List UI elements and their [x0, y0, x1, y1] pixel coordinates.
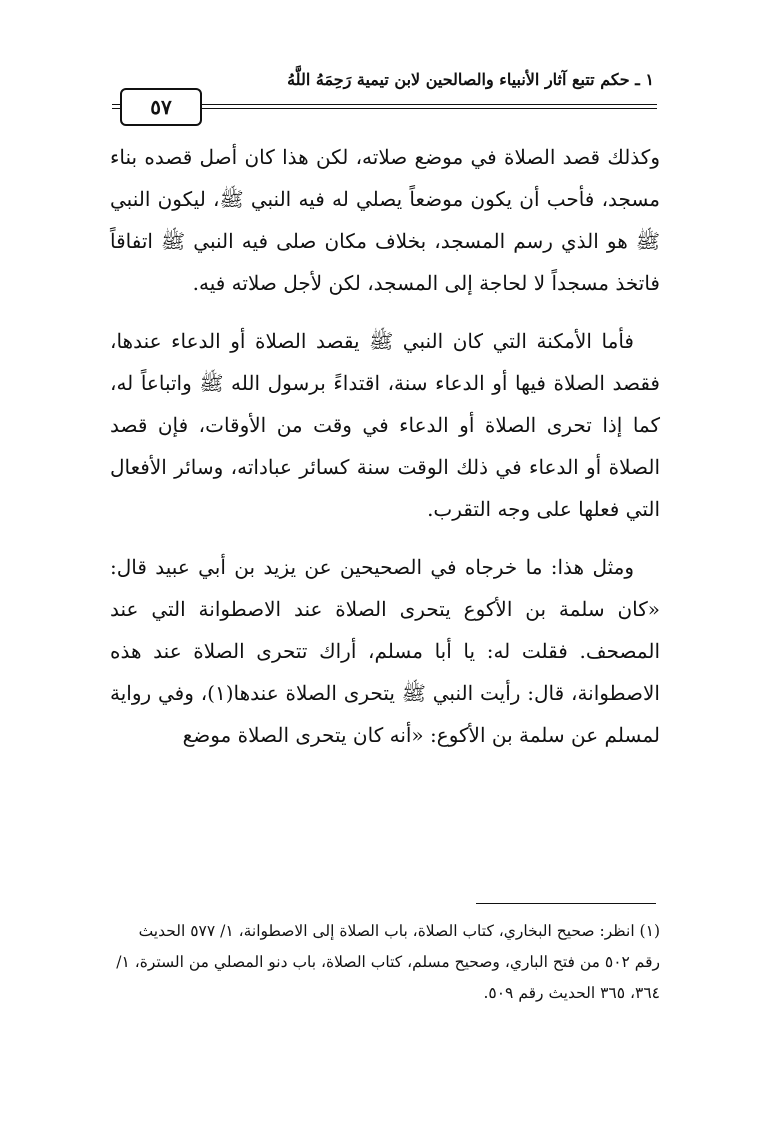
- footnote-item: (١) انظر: صحيح البخاري، كتاب الصلاة، باب الصلاة إلى الاصطوانة، ١/ ٥٧٧ الحديث رقم ٥٠٢ من فتح الباري، وصحيح مسلم، كتاب الصلاة، باب دنو المصلي من السترة، ١/ ٣٦٤، ٣٦٥ الحديث رقم ٥٠٩.: [116, 922, 660, 1002]
- paragraph: فأما الأمكنة التي كان النبي ﷺ يقصد الصلاة أو الدعاء عندها، فقصد الصلاة فيها أو الدعاء سنة، اقتداءً برسول الله ﷺ واتباعاً له، كما إذا تحرى الصلاة أو الدعاء في وقت من الأوقات، فإن قصد الصلاة أو الدعاء في ذلك الوقت سنة كسائر عباداته، وسائر الأفعال التي فعلها على وجه التقرب.: [110, 329, 660, 521]
- footnotes: [110, 916, 660, 1009]
- page-number: ٥٧: [150, 95, 172, 119]
- body-text: [110, 136, 660, 772]
- footnote-rule: [476, 903, 656, 904]
- paragraph: وكذلك قصد الصلاة في موضع صلاته، لكن هذا كان أصل قصده بناء مسجد، فأحب أن يكون موضعاً يصلي له فيه النبي ﷺ، ليكون النبي ﷺ هو الذي رسم المسجد، بخلاف مكان صلى فيه النبي ﷺ اتفاقاً فاتخذ مسجداً لا لحاجة إلى المسجد، لكن لأجل صلاته فيه.: [110, 145, 660, 295]
- paragraph: ومثل هذا: ما خرجاه في الصحيحين عن يزيد بن أبي عبيد قال: «كان سلمة بن الأكوع يتحرى الصلاة عند الاصطوانة التي عند المصحف. فقلت له: يا أبا مسلم، أراك تتحرى الصلاة عند هذه الاصطوانة، قال: رأيت النبي ﷺ يتحرى الصلاة عندها(١)، وفي رواية لمسلم عن سلمة بن الأكوع: «أنه كان يتحرى الصلاة موضع: [110, 555, 660, 747]
- page-number-box: [120, 88, 202, 126]
- running-title: ١ ـ حكم تتبع آثار الأنبياء والصالحين لابن تيمية رَحِمَهُ اللَّهُ: [287, 70, 654, 89]
